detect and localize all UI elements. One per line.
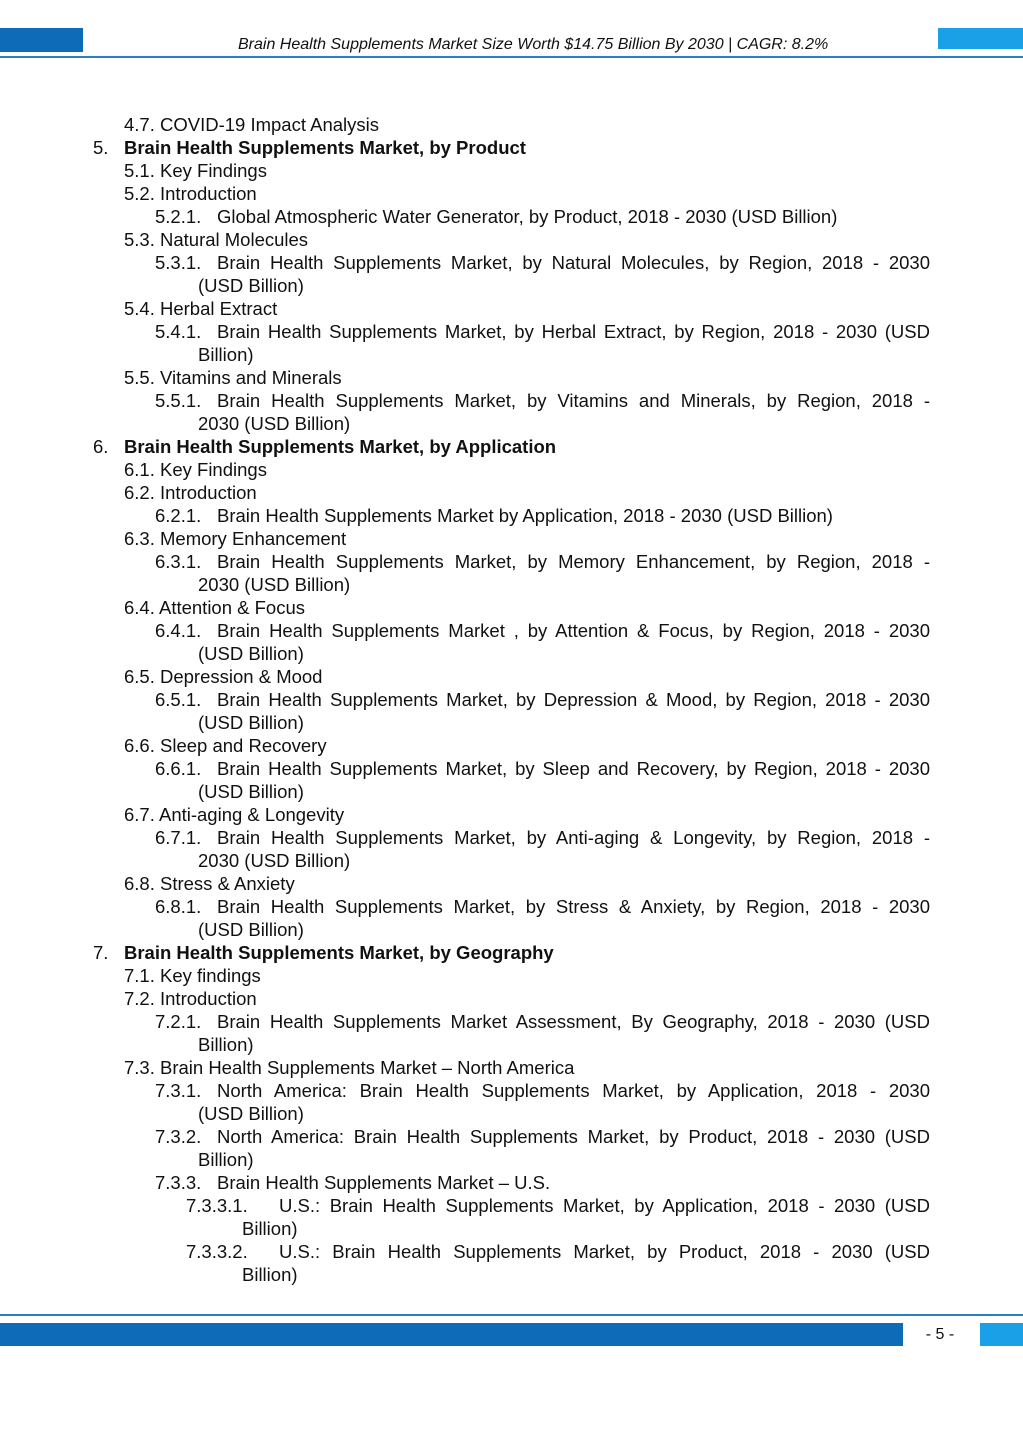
toc-entry — [0, 1125, 1023, 1171]
toc-entry-number: 5.5.1. — [155, 390, 202, 411]
toc-entry-number: 5.3.1. — [155, 252, 202, 273]
header-title: Brain Health Supplements Market Size Worth $14.75 Billion By 2030 | CAGR: 8.2% — [238, 36, 829, 53]
toc-entry-number: 7.3.2. — [155, 1126, 202, 1147]
toc-entry-title-line1: Brain Health Supplements Market, by Memory Enhancement, by Region, 2018 - — [217, 551, 930, 572]
toc-entry-number: 7.3.3.2. — [186, 1241, 248, 1262]
toc-entry-title-line1: Brain Health Supplements Market, by Stress & Anxiety, by Region, 2018 - 2030 — [217, 896, 930, 917]
toc-entry — [0, 550, 1023, 596]
toc-entry-title-line1: North America: Brain Health Supplements Market, by Product, 2018 - 2030 (USD — [217, 1126, 930, 1147]
toc-entry — [0, 228, 1023, 251]
toc-entry-title: 5.1. Key Findings — [124, 160, 267, 181]
header-accent-left — [0, 28, 83, 52]
toc-entry-title — [242, 1194, 930, 1240]
footer-rule — [0, 1314, 1023, 1316]
header-rule — [0, 56, 1023, 58]
toc-entry — [0, 182, 1023, 205]
toc-entry-title: Brain Health Supplements Market by Application, 2018 - 2030 (USD Billion) — [217, 505, 833, 526]
toc-entry-title — [198, 619, 930, 665]
toc-entry-title — [198, 550, 930, 596]
toc-entry-title: 6.3. Memory Enhancement — [124, 528, 347, 549]
toc-entry-title: 6.1. Key Findings — [124, 459, 267, 480]
toc-entry-title-line2: Billion) — [242, 1264, 298, 1285]
toc-entry-number: 7.3.3. — [155, 1172, 202, 1193]
toc-entry-title-line2: 2030 (USD Billion) — [198, 850, 351, 871]
toc-entry-title-line2: Billion) — [198, 1034, 254, 1055]
footer-bar — [0, 1323, 903, 1346]
toc-entry — [0, 895, 1023, 941]
toc-entry-number: 6. — [93, 436, 109, 457]
toc-entry — [0, 757, 1023, 803]
toc-entry-title-line1: Brain Health Supplements Market, by Anti-aging & Longevity, by Region, 2018 - — [217, 827, 930, 848]
toc-entry — [0, 251, 1023, 297]
toc-entry-title: 4.7. COVID-19 Impact Analysis — [124, 114, 379, 135]
toc-entry-title: Global Atmospheric Water Generator, by Product, 2018 - 2030 (USD Billion) — [217, 206, 838, 227]
toc-entry-title-line2: (USD Billion) — [198, 1103, 304, 1124]
toc-entry-title — [198, 251, 930, 297]
toc-entry — [0, 527, 1023, 550]
toc-entry — [0, 159, 1023, 182]
toc-entry — [0, 1240, 1023, 1286]
toc-entry-title — [198, 895, 930, 941]
toc-entry — [0, 1010, 1023, 1056]
toc-entry — [0, 1194, 1023, 1240]
toc-entry-title — [242, 1240, 930, 1286]
toc-entry-title-line1: North America: Brain Health Supplements Market, by Application, 2018 - 2030 — [217, 1080, 930, 1101]
footer-accent-right — [980, 1323, 1023, 1346]
toc-chapter-title: Brain Health Supplements Market, by Geography — [124, 942, 554, 963]
toc-entry-title: 6.6. Sleep and Recovery — [124, 735, 327, 756]
toc-entry-number: 6.3.1. — [155, 551, 202, 572]
toc-entry — [0, 619, 1023, 665]
toc-entry — [0, 113, 1023, 136]
toc-entry-title-line2: Billion) — [198, 344, 254, 365]
toc-entry-title-line2: Billion) — [242, 1218, 298, 1239]
toc-entry-title-line2: (USD Billion) — [198, 712, 304, 733]
toc-entry — [0, 596, 1023, 619]
toc-entry-title-line1: U.S.: Brain Health Supplements Market, by Product, 2018 - 2030 (USD — [279, 1241, 930, 1262]
toc-entry-title — [198, 1079, 930, 1125]
toc-entry — [0, 136, 1023, 159]
toc-entry — [0, 1056, 1023, 1079]
toc-entry-title: 6.8. Stress & Anxiety — [124, 873, 295, 894]
toc-chapter-title: Brain Health Supplements Market, by Product — [124, 137, 526, 158]
toc-entry — [0, 481, 1023, 504]
toc-entry-title: 5.5. Vitamins and Minerals — [124, 367, 342, 388]
toc-entry-title: Brain Health Supplements Market – U.S. — [217, 1172, 551, 1193]
toc-entry — [0, 826, 1023, 872]
toc-chapter-title: Brain Health Supplements Market, by Application — [124, 436, 557, 457]
toc-entry-title-line2: 2030 (USD Billion) — [198, 413, 351, 434]
toc-entry-number: 7.3.1. — [155, 1080, 202, 1101]
toc-entry-title: 5.4. Herbal Extract — [124, 298, 278, 319]
toc-entry — [0, 941, 1023, 964]
toc-entry — [0, 964, 1023, 987]
toc-entry — [0, 297, 1023, 320]
toc-entry-title: 6.4. Attention & Focus — [124, 597, 305, 618]
toc-entry — [0, 435, 1023, 458]
toc-entry-title-line2: (USD Billion) — [198, 275, 304, 296]
toc-entry — [0, 803, 1023, 826]
toc-entry-number: 5.2.1. — [155, 206, 202, 227]
toc-entry-title — [198, 757, 930, 803]
toc-entry-number: 6.7.1. — [155, 827, 202, 848]
toc-entry-number: 7.2.1. — [155, 1011, 202, 1032]
toc-entry — [0, 1079, 1023, 1125]
toc-entry — [0, 458, 1023, 481]
toc-entry-number: 6.8.1. — [155, 896, 202, 917]
toc-entry-title-line1: Brain Health Supplements Market, by Sleep and Recovery, by Region, 2018 - 2030 — [217, 758, 930, 779]
toc-entry-number: 6.2.1. — [155, 505, 202, 526]
toc-entry-title: 6.7. Anti-aging & Longevity — [124, 804, 345, 825]
toc-entry-number: 6.6.1. — [155, 758, 202, 779]
toc-entry — [0, 987, 1023, 1010]
toc-entry-title-line2: (USD Billion) — [198, 643, 304, 664]
toc-entry-title: 7.1. Key findings — [124, 965, 261, 986]
toc-entry — [0, 1171, 1023, 1194]
toc-entry-title — [198, 688, 930, 734]
toc-entry-title-line1: Brain Health Supplements Market , by Attention & Focus, by Region, 2018 - 2030 — [217, 620, 930, 641]
toc-entry-title: 6.2. Introduction — [124, 482, 257, 503]
toc-entry-number: 7.3.3.1. — [186, 1195, 248, 1216]
toc-entry-title: 7.3. Brain Health Supplements Market – North America — [124, 1057, 575, 1078]
page-number: - 5 - — [925, 1326, 955, 1343]
toc-entry-title — [198, 1125, 930, 1171]
toc-entry — [0, 734, 1023, 757]
toc-entry — [0, 389, 1023, 435]
toc-entry-title: 6.5. Depression & Mood — [124, 666, 323, 687]
toc-entry-number: 6.5.1. — [155, 689, 202, 710]
toc-entry-title-line1: Brain Health Supplements Market, by Herbal Extract, by Region, 2018 - 2030 (USD — [217, 321, 930, 342]
toc-entry — [0, 320, 1023, 366]
toc-entry-number: 5.4.1. — [155, 321, 202, 342]
toc-entry-title-line1: U.S.: Brain Health Supplements Market, by Application, 2018 - 2030 (USD — [279, 1195, 930, 1216]
toc-entry-number: 6.4.1. — [155, 620, 202, 641]
toc-entry-title: 5.3. Natural Molecules — [124, 229, 309, 250]
toc-entry-title: 7.2. Introduction — [124, 988, 257, 1009]
toc-entry-title — [198, 389, 930, 435]
toc-entry-title-line2: (USD Billion) — [198, 919, 304, 940]
toc-entry-title-line1: Brain Health Supplements Market, by Depression & Mood, by Region, 2018 - 2030 — [217, 689, 930, 710]
toc-entry-title — [198, 1010, 930, 1056]
toc-entry-title-line1: Brain Health Supplements Market Assessment, By Geography, 2018 - 2030 (USD — [217, 1011, 930, 1032]
toc-entry — [0, 872, 1023, 895]
toc-entry-number: 5. — [93, 137, 109, 158]
toc-entry-title: 5.2. Introduction — [124, 183, 257, 204]
toc-entry-title-line2: Billion) — [198, 1149, 254, 1170]
toc-entry-title — [198, 826, 930, 872]
toc-entry — [0, 366, 1023, 389]
toc-entry-title-line2: (USD Billion) — [198, 781, 304, 802]
toc-entry-title-line2: 2030 (USD Billion) — [198, 574, 351, 595]
header-accent-right — [938, 28, 1023, 49]
toc-entry — [0, 688, 1023, 734]
toc-entry — [0, 205, 1023, 228]
toc-entry-title-line1: Brain Health Supplements Market, by Vitamins and Minerals, by Region, 2018 - — [217, 390, 930, 411]
toc-entry-number: 7. — [93, 942, 109, 963]
toc-entry — [0, 504, 1023, 527]
toc-entry-title-line1: Brain Health Supplements Market, by Natural Molecules, by Region, 2018 - 2030 — [217, 252, 930, 273]
toc-entry-title — [198, 320, 930, 366]
toc-entry — [0, 665, 1023, 688]
